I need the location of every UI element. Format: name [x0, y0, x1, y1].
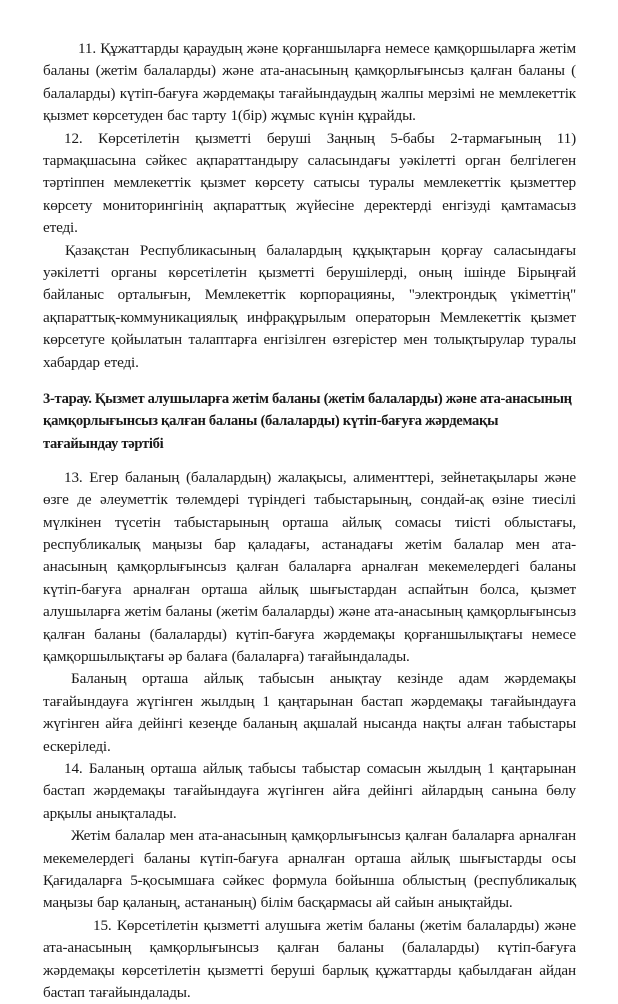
- section-heading-line-1: 3-тарау. Қызмет алушыларға жетім баланы (жетім балаларды) және ата-анасының: [43, 391, 572, 408]
- paragraph-13: 13. Егер баланың (балалардың) жалақысы, алименттері, зейнетақылары және өзге де әлеуметтік төлемдері түріндегі табыстарының, сондай-ақ өзіне тиесілі мүлкінен түсетін табыстарының орташа айлық сомасы тиісті облыстағы, республикалық маңызы бар қаладағы, астанадағы жетім балалар мен ата-анасының қамқорлығынсыз қалған балаларға арналған мекемелердегі баланы күтіп-бағуға арналған орташа айлық шығыстардан аспайтын болса, қызмет алушыларға жетім баланы (жетім балаларды) және ата-анасының қамқорлығынсыз қалған баланы (балаларды) күтіп-бағуға жәрдемақы қорғаншылықтағы немесе қамқоршылықтағы әр балаға (балаларға) тағайындалады.: [43, 468, 576, 665]
- section-heading: [43, 388, 576, 455]
- paragraph-14: 14. Баланың орташа айлық табысы табыстар сомасын жылдың 1 қаңтарынан бастап жәрдемақы тағайындауға жүгінген айға дейінгі айлардың санына бөлу арқылы анықталады.: [43, 759, 576, 822]
- paragraph-11: 11. Құжаттарды қараудың және қорғаншыларға немесе қамқоршыларға жетім баланы (жетім балаларды) және ата-анасының қамқорлығынсыз қалған баланы ( балаларды) күтіп-бағуға жәрдемақы тағайындаудың жалпы мерзімі не мемлекеттік қызмет көрсетуден бас тарту 1(бір) жұмыс күнін құрайды.: [43, 40, 576, 125]
- paragraph-14-expenses: Жетім балалар мен ата-анасының қамқорлығынсыз қалған балаларға арналған мекемелердегі баланы күтіп-бағуға арналған орташа айлық шығыстарды осы Қағидаларға 5-қосымшаға сәйкес формула бойынша облыстың (республикалық маңызы бар қаланың, астананың) білім басқармасы ай сайын анықтайды.: [43, 827, 576, 912]
- document-page: [43, 38, 576, 1004]
- paragraph-15: 15. Көрсетілетін қызметті алушыға жетім баланы (жетім балаларды) және ата-анасының қамқорлығынсыз қалған баланы (балаларды) күтіп-бағуға жәрдемақы көрсетілетін қызметті беруші барлық құжаттарды қабылдаған айдан бастап тағайындалады.: [43, 916, 576, 1002]
- section-heading-line-2: қамқорлығынсыз қалған баланы (балаларды) күтіп-бағуға жәрдемақы тағайындау тәртібі: [43, 413, 499, 452]
- paragraph-12-notification: Қазақстан Республикасының балалардың құқықтарын қорғау саласындағы уәкілетті органы көрсетілетін қызметті берушілерді, оның ішінде Бірыңғай байланыс орталығын, Мемлекеттік корпорацияны, "электрондық үкіметтің" ақпараттық-коммуникациялық инфрақұрылым операторын Мемлекеттік қызмет көрсетуге қойылатын талаптарға енгізілген өзгерістер мен толықтырулар туралы хабардар етеді.: [43, 241, 576, 371]
- paragraph-13-income: Баланың орташа айлық табысын анықтау кезінде адам жәрдемақы тағайындауға жүгінген жылдың 1 қаңтарынан бастап жәрдемақы тағайындауға жүгінген айға дейінгі кезеңде баланың ақшалай нысанда нақты алған табыстары ескеріледі.: [43, 670, 576, 755]
- paragraph-12: 12. Көрсетілетін қызметті беруші Заңның 5-бабы 2-тармағының 11) тармақшасына сәйкес ақпараттандыру саласындағы уәкілетті орган белгілеген тәртіппен мемлекеттік қызмет көрсету сатысы туралы мемлекеттік қызметтер көрсету мониторингінің ақпараттық жүйесіне деректерді енгізуді қамтамасыз етеді.: [43, 129, 576, 237]
